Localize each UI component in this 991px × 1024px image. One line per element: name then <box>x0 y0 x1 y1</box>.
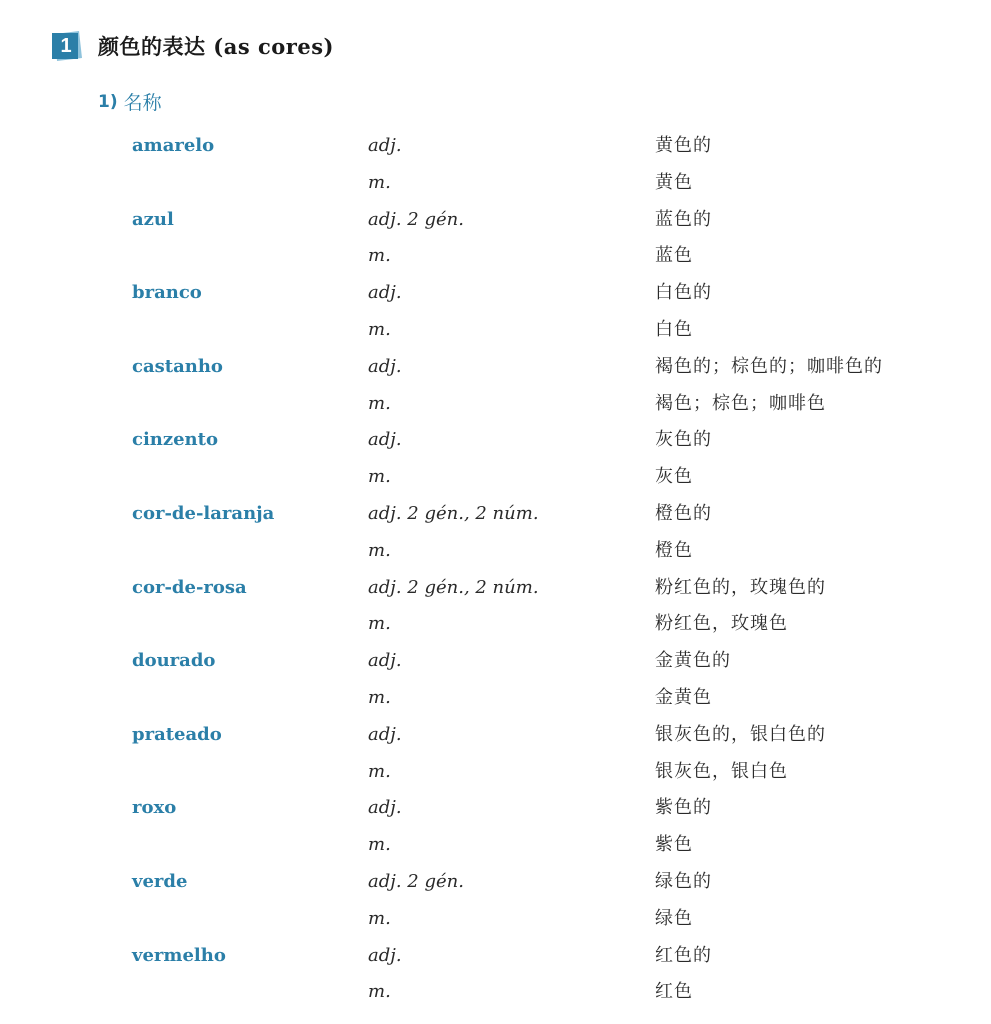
vocab-term: verde <box>132 870 188 892</box>
vocab-part-of-speech: adj. 2 gén. <box>368 208 464 230</box>
vocab-row <box>132 938 962 975</box>
vocab-row <box>132 165 962 202</box>
subsection-number: 1) <box>98 91 118 112</box>
vocab-meaning: 橙色 <box>655 539 693 561</box>
vocab-row <box>132 275 962 312</box>
vocab-term: roxo <box>132 797 177 819</box>
vocab-meaning: 紫色的 <box>655 797 712 819</box>
vocab-meaning: 银灰色，银白色 <box>655 760 788 782</box>
vocab-term: cor-de-rosa <box>132 576 247 598</box>
vocab-term: cor-de-laranja <box>132 502 275 524</box>
vocab-meaning: 白色的 <box>655 282 712 304</box>
vocab-term: azul <box>132 208 174 230</box>
section-number: 1 <box>60 35 72 57</box>
vocab-meaning: 绿色的 <box>655 870 712 892</box>
vocab-meaning: 灰色 <box>655 466 693 488</box>
vocab-row <box>132 790 962 827</box>
vocab-part-of-speech: adj. <box>368 135 402 156</box>
vocab-part-of-speech: m. <box>368 539 391 561</box>
vocab-meaning: 金黄色的 <box>655 650 731 672</box>
vocab-part-of-speech: m. <box>368 171 391 193</box>
vocab-row <box>132 827 962 864</box>
vocab-part-of-speech: adj. 2 gén., 2 núm. <box>368 502 539 524</box>
vocab-part-of-speech: adj. 2 gén. <box>368 870 464 892</box>
vocab-term: prateado <box>132 723 222 745</box>
vocab-row <box>132 974 962 1011</box>
vocab-part-of-speech: m. <box>368 686 391 708</box>
vocab-row <box>132 606 962 643</box>
vocab-meaning: 蓝色的 <box>655 208 712 230</box>
section-title: 颜色的表达 (as cores) <box>98 34 334 59</box>
vocab-meaning: 白色 <box>655 318 693 340</box>
vocab-part-of-speech: m. <box>368 834 391 856</box>
vocab-row <box>132 643 962 680</box>
vocab-part-of-speech: adj. <box>368 797 402 819</box>
vocab-part-of-speech: m. <box>368 392 391 414</box>
vocabulary-list <box>132 128 962 1011</box>
vocab-meaning: 褐色的；棕色的；咖啡色的 <box>655 355 883 377</box>
vocab-row <box>132 238 962 275</box>
subsection-label: 名称 <box>123 92 162 114</box>
vocab-part-of-speech: m. <box>368 466 391 488</box>
vocab-part-of-speech: adj. <box>368 429 402 451</box>
section-number-badge <box>52 31 84 61</box>
vocab-row <box>132 349 962 386</box>
vocab-meaning: 红色的 <box>655 944 712 966</box>
vocab-term: castanho <box>132 355 223 377</box>
vocab-meaning: 紫色 <box>655 834 693 856</box>
vocab-part-of-speech: adj. <box>368 282 402 304</box>
vocab-row <box>132 754 962 791</box>
vocab-term: branco <box>132 282 202 304</box>
vocab-meaning: 银灰色的，银白色的 <box>655 723 826 745</box>
section-header <box>52 26 334 66</box>
vocab-meaning: 黄色 <box>655 171 693 193</box>
vocab-term: cinzento <box>132 429 218 451</box>
vocab-row <box>132 422 962 459</box>
vocab-part-of-speech: m. <box>368 981 391 1003</box>
vocab-meaning: 金黄色 <box>655 686 712 708</box>
vocab-meaning: 蓝色 <box>655 245 693 267</box>
vocab-row <box>132 570 962 607</box>
vocab-meaning: 灰色的 <box>655 429 712 451</box>
subsection-heading <box>98 88 162 115</box>
vocab-row <box>132 533 962 570</box>
vocab-meaning: 褐色；棕色；咖啡色 <box>655 392 826 414</box>
vocab-term: dourado <box>132 650 216 672</box>
vocab-row <box>132 901 962 938</box>
vocab-row <box>132 312 962 349</box>
vocab-part-of-speech: m. <box>368 245 391 267</box>
vocab-row <box>132 386 962 423</box>
vocab-part-of-speech: m. <box>368 613 391 635</box>
vocab-part-of-speech: adj. <box>368 723 402 745</box>
vocab-row <box>132 202 962 239</box>
vocab-part-of-speech: m. <box>368 907 391 929</box>
vocab-term: vermelho <box>132 944 226 966</box>
vocab-meaning: 粉红色，玫瑰色 <box>655 613 788 635</box>
vocab-row <box>132 496 962 533</box>
vocab-meaning: 粉红色的，玫瑰色的 <box>655 576 826 598</box>
vocab-meaning: 红色 <box>655 981 693 1003</box>
vocab-part-of-speech: adj. <box>368 355 402 377</box>
vocab-meaning: 黄色的 <box>655 135 712 156</box>
vocab-row <box>132 459 962 496</box>
vocab-part-of-speech: m. <box>368 760 391 782</box>
vocab-row <box>132 717 962 754</box>
vocab-part-of-speech: adj. <box>368 944 402 966</box>
vocab-part-of-speech: m. <box>368 318 391 340</box>
vocab-meaning: 绿色 <box>655 907 693 929</box>
vocab-row <box>132 128 962 165</box>
vocab-part-of-speech: adj. <box>368 650 402 672</box>
vocab-part-of-speech: adj. 2 gén., 2 núm. <box>368 576 539 598</box>
vocab-term: amarelo <box>132 135 215 156</box>
vocab-meaning: 橙色的 <box>655 502 712 524</box>
vocab-row <box>132 864 962 901</box>
vocab-row <box>132 680 962 717</box>
